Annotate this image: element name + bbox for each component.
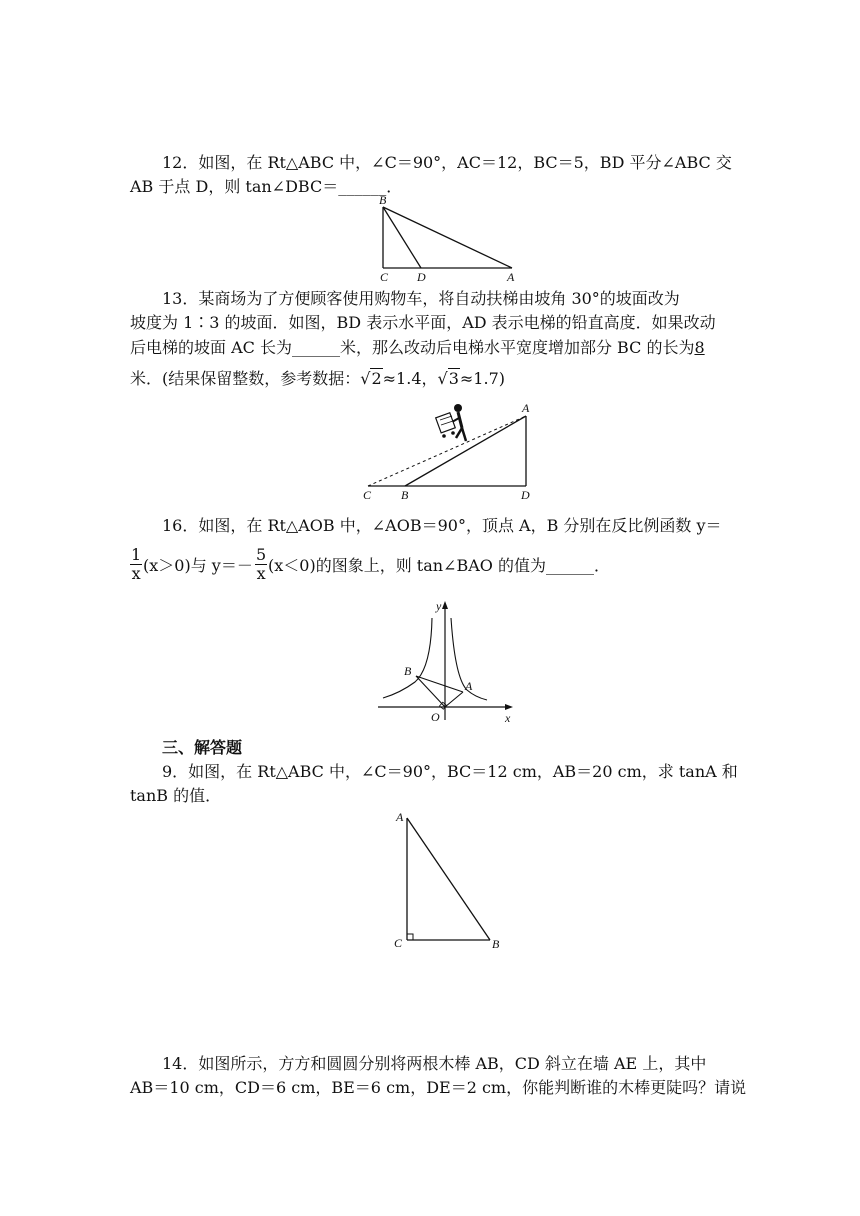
q9-label-c: C bbox=[394, 936, 403, 950]
q13-label-a: A bbox=[522, 401, 530, 415]
q13-label-b: B bbox=[401, 488, 409, 502]
q13-sqrt3: 3 bbox=[448, 369, 459, 388]
q9-triangle-figure bbox=[390, 808, 510, 953]
q13-line3 bbox=[130, 337, 705, 359]
q16-frac1-num: 1 bbox=[131, 545, 142, 564]
q12-label-d: D bbox=[417, 270, 426, 284]
q12-line1: 12．如图，在 Rt△ABC 中，∠C＝90°，AC＝12，BC＝5，BD 平分∠ABC 交 bbox=[162, 153, 732, 172]
q13-approx1: ≈1.4， bbox=[382, 369, 438, 388]
q13-escalator-figure bbox=[360, 398, 540, 504]
q14-line2: AB＝10 cm，CD＝6 cm，BE＝6 cm，DE＝2 cm，你能判断谁的木棒更陡吗？请说 bbox=[130, 1078, 747, 1097]
q16-label-b: B bbox=[404, 664, 412, 678]
q9-label-a: A bbox=[396, 810, 404, 824]
q13-sqrt2: 2 bbox=[371, 369, 382, 388]
q16-label-x: x bbox=[505, 711, 511, 725]
q14-line1: 14．如图所示，方方和圆圆分别将两根木棒 AB，CD 斜立在墙 AE 上，其中 bbox=[162, 1054, 707, 1073]
q16-label-a: A bbox=[465, 679, 473, 693]
q16-label-o: O bbox=[431, 710, 440, 724]
q13-label-c: C bbox=[363, 488, 372, 502]
q12-label-a: A bbox=[507, 270, 515, 284]
q13-label-d: D bbox=[521, 488, 530, 502]
q16-frac1 bbox=[130, 546, 142, 583]
q16-frac2-num: 5 bbox=[256, 545, 267, 564]
q12-label-b: B bbox=[379, 193, 387, 207]
q16-label-y: y bbox=[436, 599, 442, 613]
shopping-cart-person-icon bbox=[436, 404, 466, 441]
q16-frac2-den: x bbox=[256, 564, 266, 583]
q13-line2: 坡度为 1∶3 的坡面．如图，BD 表示水平面，AD 表示电梯的铅直高度．如果改动 bbox=[130, 313, 716, 332]
q13-approx2: ≈1.7) bbox=[459, 369, 505, 388]
q16-hyperbola-figure bbox=[375, 598, 525, 728]
q12-triangle-figure bbox=[370, 194, 530, 284]
q9-line2: tanB 的值． bbox=[130, 786, 222, 805]
q12-line2: AB 于点 D，则 tan∠DBC＝______． bbox=[130, 177, 403, 196]
q16-frac1-den: x bbox=[131, 564, 141, 583]
q16-part-b: (x＜0)的图象上，则 tan∠BAO 的值为______． bbox=[268, 556, 610, 575]
q13-line4-text: 米．(结果保留整数，参考数据： bbox=[130, 369, 361, 388]
section-heading: 三、解答题 bbox=[162, 738, 243, 757]
q12-label-c: C bbox=[380, 270, 389, 284]
q9-line1: 9．如图，在 Rt△ABC 中，∠C＝90°，BC＝12 cm，AB＝20 cm，求 tanA 和 bbox=[162, 762, 738, 781]
q16-line1: 16．如图，在 Rt△AOB 中，∠AOB＝90°，顶点 A，B 分别在反比例函数 y＝ bbox=[162, 516, 722, 535]
q13-answer-8: 8 bbox=[694, 338, 705, 357]
q13-line1: 13．某商场为了方便顾客使用购物车，将自动扶梯由坡角 30°的坡面改为 bbox=[162, 289, 680, 308]
q16-part-a: (x＞0)与 y＝－ bbox=[143, 556, 253, 575]
q13-line3-text: 后电梯的坡面 AC 长为______米，那么改动后电梯水平宽度增加部分 BC 的长为 bbox=[130, 338, 695, 357]
q9-label-b: B bbox=[492, 937, 500, 951]
q16-frac2 bbox=[255, 546, 267, 583]
q13-line4: 米．(结果保留整数，参考数据：√2≈1.4，√3≈1.7) bbox=[130, 369, 505, 388]
